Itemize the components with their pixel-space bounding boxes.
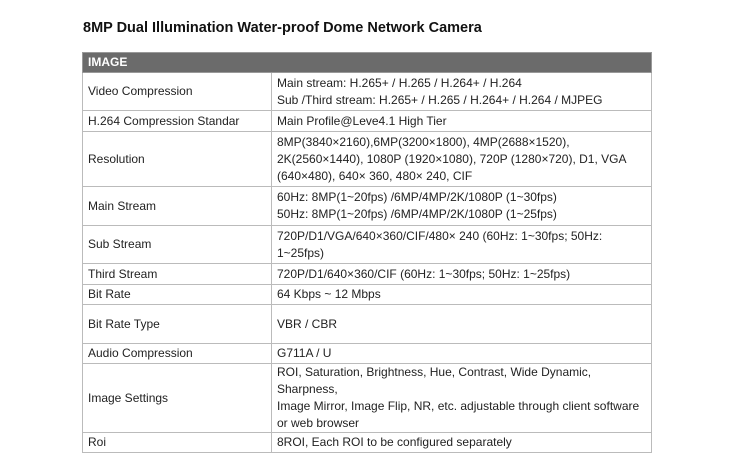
row-label: Third Stream — [83, 264, 272, 285]
row-value: 720P/D1/640×360/CIF (60Hz: 1~30fps; 50Hz: 1~25fps) — [272, 264, 652, 285]
table-row — [83, 305, 652, 344]
page-title: 8MP Dual Illumination Water-proof Dome Network Camera — [83, 20, 482, 36]
row-label: Resolution — [83, 132, 272, 187]
row-value: Main stream: H.265+ / H.265 / H.264+ / H.264 Sub /Third stream: H.265+ / H.265 / H.264+ / H.264 / MJPEG — [272, 73, 652, 111]
row-label: Bit Rate — [83, 285, 272, 305]
table-row — [83, 433, 652, 453]
row-label: Audio Compression — [83, 344, 272, 364]
row-label: Video Compression — [83, 73, 272, 111]
row-value: 8ROI, Each ROI to be configured separately — [272, 433, 652, 453]
row-value: 720P/D1/VGA/640×360/CIF/480× 240 (60Hz: 1~30fps; 50Hz: 1~25fps) — [272, 226, 652, 264]
table-row — [83, 344, 652, 364]
row-value: ROI, Saturation, Brightness, Hue, Contrast, Wide Dynamic, Sharpness, Image Mirror, Image Flip, NR, etc. adjustable through client software or web browser — [272, 364, 652, 433]
row-label: H.264 Compression Standar — [83, 111, 272, 132]
row-label: Bit Rate Type — [83, 305, 272, 344]
table-row — [83, 285, 652, 305]
table-row — [83, 132, 652, 187]
row-value: 64 Kbps ~ 12 Mbps — [272, 285, 652, 305]
table-row — [83, 187, 652, 226]
table-row — [83, 364, 652, 433]
row-label: Main Stream — [83, 187, 272, 226]
table-row — [83, 264, 652, 285]
row-label: Sub Stream — [83, 226, 272, 264]
table-row — [83, 73, 652, 111]
table-row — [83, 226, 652, 264]
row-value: 60Hz: 8MP(1~20fps) /6MP/4MP/2K/1080P (1~30fps) 50Hz: 8MP(1~20fps) /6MP/4MP/2K/1080P (1~25fps) — [272, 187, 652, 226]
row-value: 8MP(3840×2160),6MP(3200×1800), 4MP(2688×1520), 2K(2560×1440), 1080P (1920×1080), 720P (1280×720), D1, VGA (640×480), 640× 360, 480× 240, CIF — [272, 132, 652, 187]
row-value: G711A / U — [272, 344, 652, 364]
spec-table — [82, 52, 652, 453]
section-header — [83, 53, 652, 73]
section-title: IMAGE — [83, 53, 652, 73]
row-label: Image Settings — [83, 364, 272, 433]
row-value: Main Profile@Leve4.1 High Tier — [272, 111, 652, 132]
table-row — [83, 111, 652, 132]
row-label: Roi — [83, 433, 272, 453]
row-value: VBR / CBR — [272, 305, 652, 344]
